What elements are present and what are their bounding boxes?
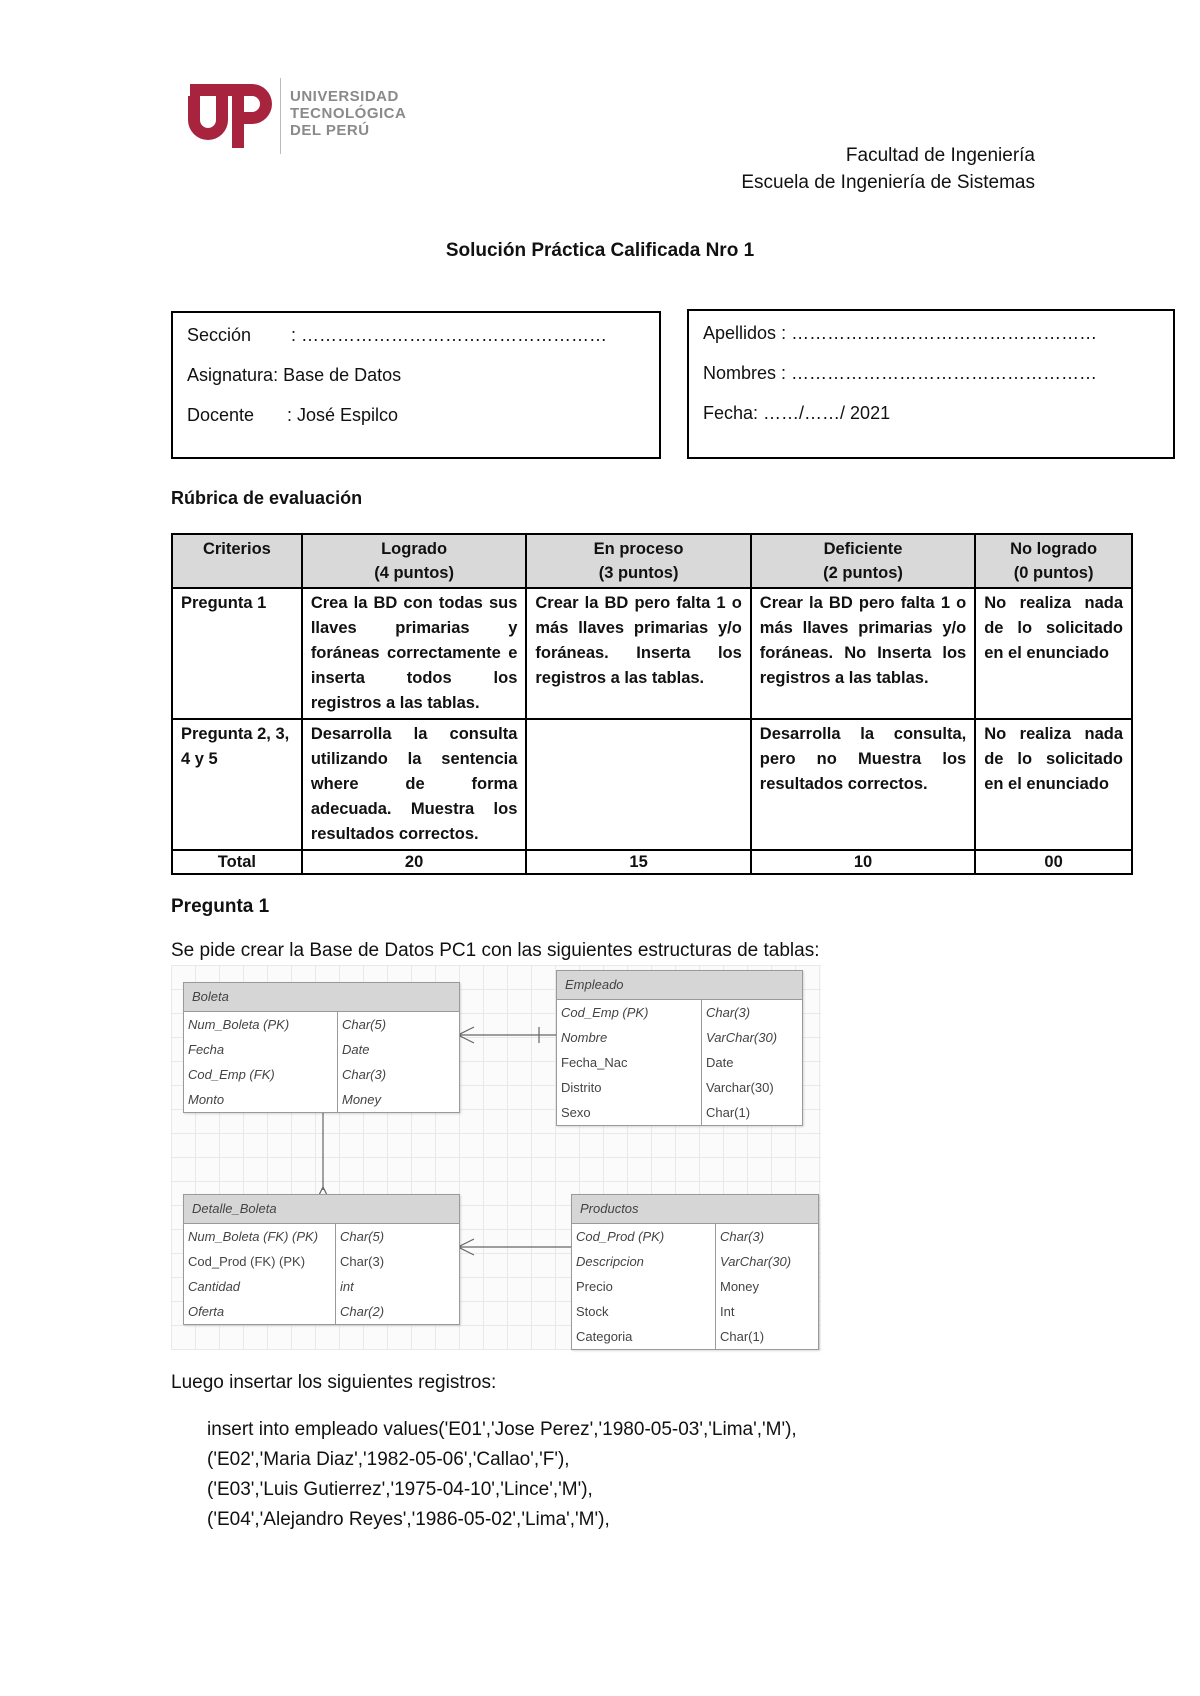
- field-name: Cod_Prod (FK) (PK): [188, 1254, 306, 1269]
- total-not-achieved: 00: [975, 850, 1132, 874]
- field-name: Num_Boleta (FK) (PK): [188, 1229, 319, 1244]
- entity-field: [572, 1249, 818, 1274]
- field-type: Char(3): [342, 1067, 387, 1082]
- entity-field: [184, 1224, 459, 1249]
- criterion-cell: Pregunta 2, 3, 4 y 5: [172, 719, 302, 850]
- field-type: Char(1): [720, 1329, 765, 1344]
- logo-wordmark: [290, 88, 406, 139]
- utp-logo: [182, 78, 422, 158]
- insert-instructions: Luego insertar los siguientes registros:: [171, 1372, 497, 1393]
- section-row: [187, 325, 607, 346]
- entity-field: [572, 1224, 818, 1249]
- entity-field: [184, 1249, 459, 1274]
- rubric-header-row: [172, 534, 1132, 588]
- field-type: Char(3): [706, 1005, 751, 1020]
- header-cell: [302, 534, 527, 588]
- teacher-row: [187, 405, 398, 426]
- teacher-label: Docente: [187, 405, 255, 425]
- entity-field: [184, 1299, 459, 1324]
- field-name: Stock: [576, 1304, 609, 1319]
- header-not-achieved: No logrado: [1010, 540, 1098, 558]
- not-achieved-cell: No realiza nada de lo solicitado en el enunciado: [975, 719, 1132, 850]
- rubric-title: Rúbrica de evaluación: [171, 488, 363, 508]
- field-name: Oferta: [188, 1304, 225, 1319]
- field-type: Money: [720, 1279, 760, 1294]
- field-type: VarChar(30): [720, 1254, 792, 1269]
- sql-line: ('E02','Maria Diaz','1982-05-06','Callao','F'),: [207, 1449, 570, 1470]
- total-row: [172, 850, 1132, 874]
- header-cell: [975, 534, 1132, 588]
- subject-row: [187, 365, 401, 386]
- field-name: Nombre: [561, 1030, 608, 1045]
- field-name: Categoria: [576, 1329, 633, 1344]
- header-achieved-points: (4 puntos): [374, 564, 454, 582]
- header-deficient-points: (2 puntos): [823, 564, 903, 582]
- field-type: Char(5): [342, 1017, 387, 1032]
- in-progress-cell: [526, 719, 750, 850]
- entity-field: [557, 1075, 802, 1100]
- entity-boleta: [183, 982, 460, 1113]
- table-row: [172, 588, 1132, 719]
- header-achieved: Logrado: [381, 540, 448, 558]
- entity-field: [557, 1050, 802, 1075]
- date-value: ……/……/ 2021: [763, 403, 891, 423]
- header-not-achieved-points: (0 puntos): [1013, 564, 1094, 582]
- total-label: Total: [172, 850, 302, 874]
- subject-label: Asignatura: [187, 365, 274, 385]
- surname-value: : ……………………………………………: [781, 323, 1098, 343]
- field-type: Char(3): [720, 1229, 765, 1244]
- field-type: Date: [342, 1042, 370, 1057]
- rubric-table: [171, 533, 1133, 875]
- entity-empleado: [556, 970, 803, 1126]
- field-name: Cod_Emp (FK): [188, 1067, 275, 1082]
- field-type: VarChar(30): [706, 1030, 778, 1045]
- field-type: Char(2): [340, 1304, 385, 1319]
- date-label: Fecha:: [703, 403, 759, 423]
- field-type: Varchar(30): [706, 1080, 774, 1095]
- total-in-progress: 15: [526, 850, 750, 874]
- logo-line: DEL PERÚ: [290, 122, 370, 139]
- school-name: Escuela de Ingeniería de Sistemas: [741, 172, 1035, 193]
- entity-field: [572, 1274, 818, 1299]
- utp-logo-mark: [182, 78, 278, 156]
- table-row: [172, 719, 1132, 850]
- field-type: Char(5): [340, 1229, 385, 1244]
- deficient-cell: Crear la BD pero falta 1 o más llaves primarias y/o foráneas. No Inserta los registros a las tablas.: [751, 588, 975, 719]
- entity-title: Empleado: [557, 971, 802, 1000]
- surname-row: [703, 323, 1097, 344]
- field-type: int: [340, 1279, 354, 1294]
- field-name: Fecha_Nac: [561, 1055, 628, 1070]
- field-name: Sexo: [561, 1105, 591, 1120]
- names-row: [703, 363, 1097, 384]
- field-type: Int: [720, 1304, 735, 1319]
- faculty-name: Facultad de Ingeniería: [845, 145, 1035, 166]
- entity-title: Detalle_Boleta: [184, 1195, 459, 1224]
- teacher-value: : José Espilco: [287, 405, 399, 425]
- entity-title: Boleta: [184, 983, 459, 1012]
- field-name: Fecha: [188, 1042, 225, 1057]
- in-progress-cell: Crear la BD pero falta 1 o más llaves primarias y/o foráneas. Inserta los registros a las tablas.: [526, 588, 750, 719]
- entity-field: [572, 1299, 818, 1324]
- entity-field: [557, 1000, 802, 1025]
- student-info-box: [687, 309, 1175, 459]
- entity-field: [184, 1012, 459, 1037]
- subject-value: : Base de Datos: [273, 365, 402, 385]
- section-label: Sección: [187, 325, 252, 345]
- sql-insert-block: [207, 1415, 797, 1535]
- achieved-cell: Crea la BD con todas sus llaves primarias y foráneas correctamente e inserta todos los registros a las tablas.: [302, 588, 527, 719]
- header-deficient: Deficiente: [823, 540, 903, 558]
- sql-line: insert into empleado values('E01','Jose Perez','1980-05-03','Lima','M'),: [207, 1419, 797, 1440]
- names-value: : ……………………………………………: [781, 363, 1098, 383]
- deficient-cell: Desarrolla la consulta, pero no Muestra los resultados correctos.: [751, 719, 975, 850]
- field-type: Char(1): [706, 1105, 751, 1120]
- field-name: Num_Boleta (PK): [188, 1017, 290, 1032]
- entity-title: Productos: [572, 1195, 818, 1224]
- criterion-cell: Pregunta 1: [172, 588, 302, 719]
- entity-field: [184, 1062, 459, 1087]
- entity-field: [184, 1274, 459, 1299]
- entity-field: [557, 1100, 802, 1125]
- document-title: Solución Práctica Calificada Nro 1: [445, 240, 755, 261]
- date-row: [703, 403, 890, 424]
- field-name: Monto: [188, 1092, 225, 1107]
- entity-detalle-boleta: [183, 1194, 460, 1325]
- question-1-title: Pregunta 1: [171, 896, 270, 917]
- field-name: Cod_Prod (PK): [576, 1229, 665, 1244]
- names-label: Nombres: [703, 363, 777, 383]
- field-type: Char(3): [340, 1254, 385, 1269]
- field-name: Cantidad: [188, 1279, 241, 1294]
- header-cell: [751, 534, 975, 588]
- total-deficient: 10: [751, 850, 975, 874]
- field-type: Money: [342, 1092, 382, 1107]
- faculty-header: [741, 142, 1035, 196]
- header-cell: [526, 534, 750, 588]
- entity-field: [572, 1324, 818, 1349]
- entity-productos: [571, 1194, 819, 1350]
- achieved-cell: Desarrolla la consulta utilizando la sentencia where de forma adecuada. Muestra los resultados correctos.: [302, 719, 527, 850]
- entity-field: [184, 1037, 459, 1062]
- total-achieved: 20: [302, 850, 527, 874]
- field-name: Descripcion: [576, 1254, 644, 1269]
- field-name: Cod_Emp (PK): [561, 1005, 649, 1020]
- field-type: Date: [706, 1055, 734, 1070]
- header-in-progress: En proceso: [593, 540, 684, 558]
- header-in-progress-points: (3 puntos): [598, 564, 679, 582]
- surname-label: Apellidos: [703, 323, 777, 343]
- field-name: Distrito: [561, 1080, 602, 1095]
- sql-line: ('E03','Luis Gutierrez','1975-04-10','Lince','M'),: [207, 1479, 593, 1500]
- logo-line: TECNOLÓGICA: [290, 105, 407, 122]
- entity-field: [557, 1025, 802, 1050]
- section-value: : ……………………………………………: [291, 325, 608, 345]
- header-criteria: Criterios: [202, 540, 271, 558]
- header-cell: [172, 534, 302, 588]
- logo-line: UNIVERSIDAD: [290, 88, 399, 105]
- question-1-prompt: Se pide crear la Base de Datos PC1 con las siguientes estructuras de tablas:: [171, 940, 820, 961]
- field-name: Precio: [576, 1279, 613, 1294]
- er-diagram: [171, 965, 821, 1350]
- logo-divider: [280, 78, 281, 154]
- sql-line: ('E04','Alejandro Reyes','1986-05-02','Lima','M'),: [207, 1509, 610, 1530]
- not-achieved-cell: No realiza nada de lo solicitado en el enunciado: [975, 588, 1132, 719]
- course-info-box: [171, 311, 661, 459]
- entity-field: [184, 1087, 459, 1112]
